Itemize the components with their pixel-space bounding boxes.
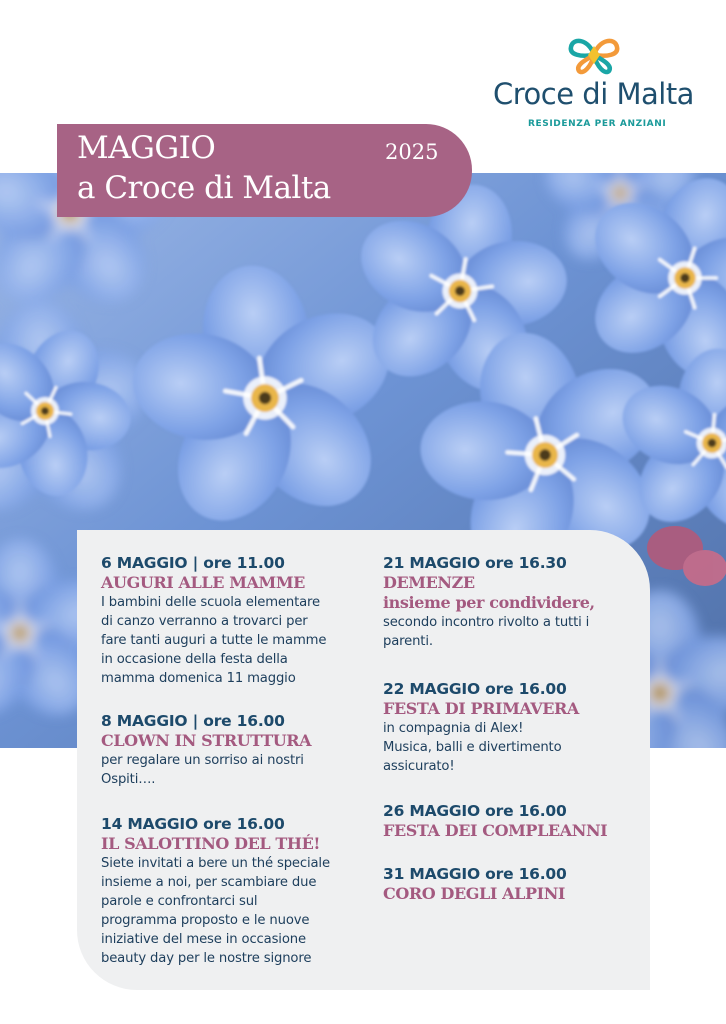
event-description-line: fare tanti auguri a tutte le mamme [101, 633, 327, 648]
event-description-line: insieme a noi, per scambiare due [101, 875, 317, 890]
event-description-line: beauty day per le nostre signore [101, 951, 312, 966]
events-panel [77, 530, 650, 990]
event-title: IL SALOTTINO DEL THÉ! [101, 834, 321, 853]
event-description-line: parole e confrontarci sul [101, 894, 258, 909]
event-date: 8 MAGGIO | ore 16.00 [101, 712, 285, 730]
event-title: FESTA DEI COMPLEANNI [383, 821, 608, 840]
logo [490, 35, 705, 135]
event-14-maggio [101, 814, 330, 968]
event-description-line: Ospiti…. [101, 772, 156, 787]
event-description-line: assicurato! [383, 759, 455, 774]
event-title: FESTA DI PRIMAVERA [383, 699, 579, 718]
event-date: 6 MAGGIO | ore 11.00 [101, 554, 285, 572]
event-subtitle: insieme per condividere, [383, 593, 595, 612]
event-title: DEMENZE [383, 573, 475, 592]
event-description-line: Siete invitati a bere un thé speciale [101, 856, 330, 871]
banner-month: MAGGIO [77, 130, 216, 166]
event-21-maggio [383, 553, 595, 651]
event-description-line: parenti. [383, 634, 433, 649]
event-22-maggio [383, 679, 579, 776]
event-title: AUGURI ALLE MAMME [101, 573, 305, 592]
event-8-maggio [101, 711, 311, 789]
event-description-line: I bambini delle scuola elementare [101, 595, 320, 610]
event-description-line: programma proposto e le nuove [101, 913, 310, 928]
title-banner [57, 124, 472, 217]
event-description-line: secondo incontro rivolto a tutti i [383, 615, 590, 630]
banner-place: a Croce di Malta [77, 170, 331, 206]
event-title: CORO DEGLI ALPINI [383, 884, 566, 903]
butterfly-cross-icon [567, 35, 621, 75]
event-date: 21 MAGGIO ore 16.30 [383, 554, 567, 572]
banner-year: 2025 [385, 140, 439, 164]
event-date: 22 MAGGIO ore 16.00 [383, 680, 567, 698]
event-description-line: di canzo verranno a trovarci per [101, 614, 308, 629]
event-date: 26 MAGGIO ore 16.00 [383, 802, 567, 820]
event-date: 31 MAGGIO ore 16.00 [383, 865, 567, 883]
event-description-line: Musica, balli e divertimento [383, 740, 562, 755]
event-description-line: per regalare un sorriso ai nostri [101, 753, 304, 768]
event-description-line: in compagnia di Alex! [383, 721, 524, 736]
event-title: CLOWN IN STRUTTURA [101, 731, 312, 750]
event-description-line: mamma domenica 11 maggio [101, 671, 296, 686]
logo-name: Croce di Malta [493, 77, 694, 111]
logo-subtitle: RESIDENZA PER ANZIANI [528, 119, 667, 129]
event-description-line: in occasione della festa della [101, 652, 288, 667]
event-date: 14 MAGGIO ore 16.00 [101, 815, 285, 833]
event-26-maggio [383, 801, 607, 841]
event-31-maggio [383, 864, 567, 904]
event-6-maggio [101, 553, 326, 688]
event-description-line: iniziative del mese in occasione [101, 932, 306, 947]
